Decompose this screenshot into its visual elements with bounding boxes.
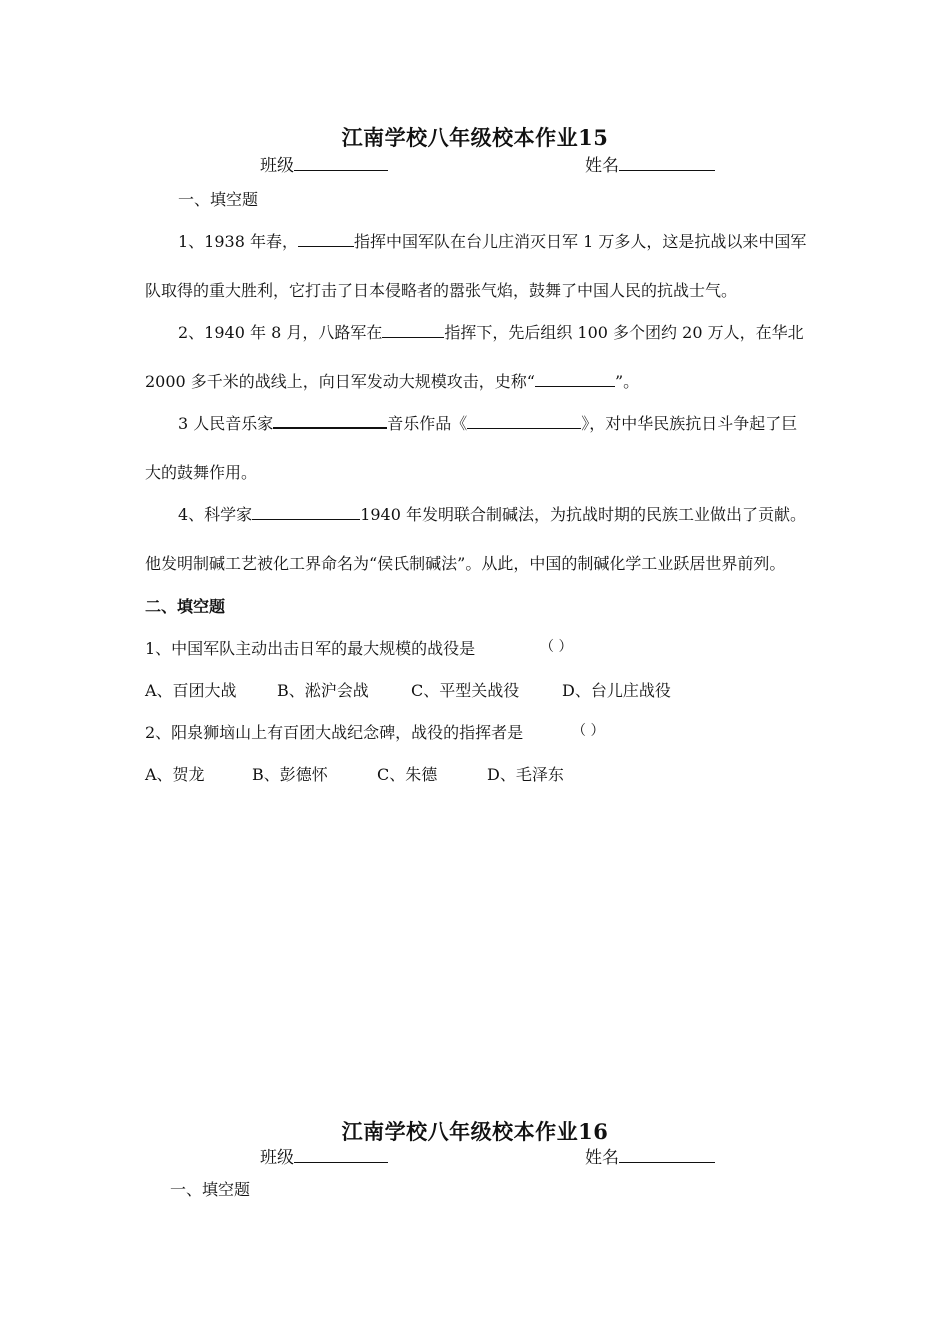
question-4-line-1: [178, 502, 806, 525]
class-blank: [294, 155, 388, 171]
section-heading: 一、填空题: [178, 190, 259, 209]
name-blank: [619, 155, 715, 171]
question-1-line-2: 队取得的重大胜利，它打击了日本侵略者的嚣张气焰，鼓舞了中国人民的抗战士气。: [145, 281, 738, 300]
name-label: 姓名: [585, 156, 619, 176]
question-text: 1940 年发明联合制碱法，为抗战时期的民族工业做出了贡献。: [360, 505, 806, 524]
question-text: ”。: [615, 372, 640, 391]
page-title: 江南学校八年级校本作业15: [341, 125, 609, 150]
class-label: 班级: [260, 1148, 294, 1168]
option-d: D、台儿庄战役: [562, 681, 671, 700]
question-4-line-2: 他发明制碱工艺被化工界命名为“侯氏制碱法”。从此，中国的制碱化学工业跃居世界前列。: [145, 554, 786, 573]
answer-blank: [467, 413, 581, 429]
mc-question-1: 1、中国军队主动出击日军的最大规模的战役是: [145, 639, 476, 658]
question-text: 2000 多千米的战线上，向日军发动大规模攻击，史称“: [145, 372, 535, 391]
class-field: [260, 151, 388, 176]
section-heading: 一、填空题: [170, 1180, 251, 1199]
option-b: B、彭德怀: [252, 765, 328, 784]
answer-blank: [252, 504, 360, 520]
question-text: 指挥下，先后组织 100 多个团约 20 万人，在华北: [444, 323, 804, 342]
class-label: 班级: [260, 156, 294, 176]
answer-paren: （ ）: [540, 639, 573, 655]
class-blank: [294, 1147, 388, 1163]
question-3-line-2: 大的鼓舞作用。: [145, 463, 258, 482]
option-c: C、朱德: [377, 765, 438, 784]
answer-blank: [273, 412, 387, 429]
option-a: A、百团大战: [145, 681, 237, 700]
name-label: 姓名: [585, 1148, 619, 1168]
answer-paren: （ ）: [572, 723, 605, 739]
option-b: B、淞沪会战: [277, 681, 369, 700]
question-text: 1、1938 年春，: [178, 232, 298, 251]
option-d: D、毛泽东: [487, 765, 564, 784]
name-blank: [619, 1147, 715, 1163]
question-3-line-1: [178, 411, 797, 434]
class-field: [260, 1143, 388, 1168]
question-2-line-2: [145, 369, 639, 392]
option-c: C、平型关战役: [411, 681, 520, 700]
mc-question-2: 2、阳泉狮垴山上有百团大战纪念碑，战役的指挥者是: [145, 723, 524, 742]
question-text: 指挥中国军队在台儿庄消灭日军 1 万多人，这是抗战以来中国军: [354, 232, 807, 251]
question-text: 》，对中华民族抗日斗争起了巨: [581, 414, 798, 433]
name-field: [585, 151, 715, 176]
option-a: A、贺龙: [145, 765, 205, 784]
question-text: 3 人民音乐家: [178, 414, 274, 433]
section-heading: 二、填空题: [145, 597, 226, 616]
name-field: [585, 1143, 715, 1168]
question-text: 音乐作品《: [387, 414, 468, 433]
answer-blank: [298, 231, 354, 247]
question-text: 4、科学家: [178, 505, 253, 524]
answer-blank: [382, 322, 444, 338]
question-2-line-1: [178, 320, 804, 343]
question-1-line-1: [178, 229, 806, 252]
question-text: 2、1940 年 8 月，八路军在: [178, 323, 383, 342]
answer-blank: [535, 371, 615, 387]
page-title: 江南学校八年级校本作业16: [341, 1119, 609, 1144]
